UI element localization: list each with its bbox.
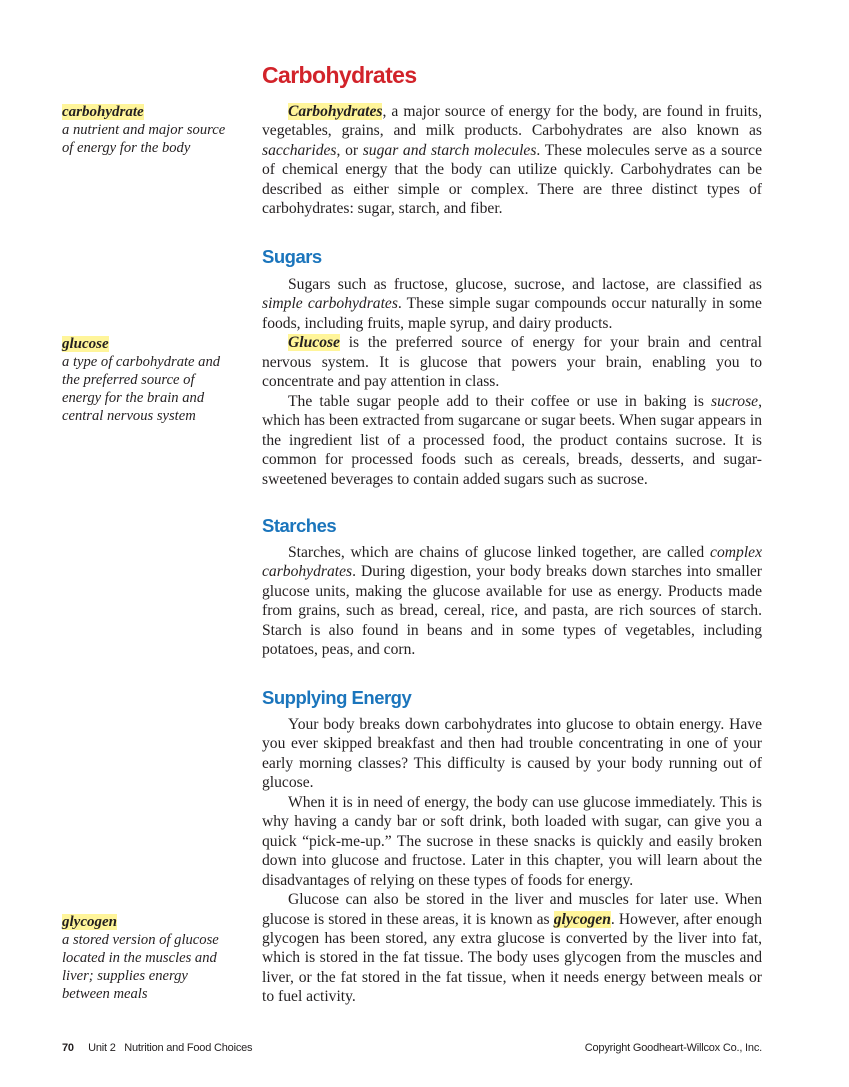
- margin-term-carbohydrate: [62, 103, 237, 157]
- section-sugars: [262, 275, 762, 489]
- section-intro: [262, 102, 762, 219]
- unit-title: Nutrition and Food Choices: [124, 1042, 253, 1054]
- term-definition: a stored version of glucose located in the muscles and liver; supplies energy between meals: [62, 932, 219, 1002]
- text-run: . During digestion, your body breaks down starches into smaller glucose units, making the glucose available for use as energy. Products made from grains, such as bread, cereal, rice, and pasta, are rich sources of starch. Starch is also found in beans and in some types of vegetables, including potatoes, peas, and corn.: [262, 563, 762, 659]
- paragraph: [262, 890, 762, 1007]
- page-title: Carbohydrates: [262, 62, 417, 88]
- italic-text: sucrose: [711, 392, 759, 410]
- text-run: , a major source of energy for the body, are found in fruits, vegetables, grains, and milk products. Carbohydrates are also known as: [262, 103, 762, 140]
- text-run: . However, after enough glycogen has been stored, any extra glucose is converted by the liver into fat, which is stored in the fat tissue. The body uses glycogen from the muscles and liver, or the fat stored in the fat tissue, when it needs energy between meals or to fuel activity.: [262, 910, 762, 1006]
- text-run: . These molecules serve as a source of chemical energy that the body can utilize quickly. Carbohydrates can be described as either simple or complex. There are three distinct types of carbohydrates: sugar, starch, and fiber.: [262, 141, 763, 218]
- page-number: 70: [62, 1042, 74, 1054]
- term-definition: a type of carbohydrate and the preferred source of energy for the brain and central nervous system: [62, 354, 221, 424]
- text-run: is the preferred source of energy for your brain and central nervous system. It is glucose that powers your brain, enabling you to concentrate and pay attention in class.: [262, 334, 762, 391]
- term-word: glycogen: [62, 914, 117, 930]
- text-run: When it is in need of energy, the body can use glucose immediately. This is why having a candy bar or soft drink, both loaded with sugar, can give you a quick “pick-me-up.” The sucrose in these snacks is quickly and easily broken down into glucose and fructose. Later in this chapter, you will learn about the disadvantages of relying on these types of foods for energy.: [262, 793, 762, 889]
- text-run: Glucose can also be stored in the liver and muscles for later use. When glucose is stored in these areas, it is known as: [262, 891, 762, 928]
- paragraph: [262, 392, 762, 489]
- copyright: Copyright Goodheart-Willcox Co., Inc.: [584, 1042, 762, 1054]
- text-run: Starches, which are chains of glucose linked together, are called: [288, 544, 711, 561]
- italic-text: sugar and starch molecules: [362, 141, 537, 159]
- paragraph: [262, 333, 762, 391]
- paragraph: [262, 275, 762, 333]
- unit-label: Unit 2: [88, 1042, 116, 1054]
- italic-text: complex carbohydrates: [262, 544, 762, 581]
- highlighted-term: Glucose: [288, 334, 340, 352]
- section-supplying-energy: [262, 715, 762, 1007]
- text-run: . These simple sugar compounds occur naturally in some foods, including fruits, maple syrup, and dairy products.: [262, 295, 762, 332]
- highlighted-term: Carbohydrates: [288, 103, 383, 120]
- text-run: The table sugar people add to their coffee or use in baking is: [288, 392, 712, 410]
- heading-starches: Starches: [262, 515, 337, 536]
- heading-supplying-energy: Supplying Energy: [262, 687, 412, 708]
- section-starches: [262, 543, 762, 660]
- italic-text: saccharides: [262, 141, 337, 159]
- paragraph: [262, 102, 762, 219]
- heading-sugars: Sugars: [262, 246, 322, 267]
- text-run: , which has been extracted from sugarcane or sugar beets. When sugar appears in the ingredient list of a processed food, the product contains sucrose. It is common for processed foods such as cereals, breads, desserts, and sugar-sweetened beverages to contain added sugars such as sucrose.: [262, 392, 762, 488]
- term-word: glucose: [62, 336, 109, 352]
- margin-term-glucose: [62, 335, 237, 425]
- term-definition: a nutrient and major source of energy for the body: [62, 122, 226, 156]
- paragraph: [262, 793, 762, 890]
- term-word: carbohydrate: [62, 104, 144, 120]
- text-run: Sugars such as fructose, glucose, sucrose, and lactose, are classified as: [288, 276, 762, 293]
- paragraph: [262, 543, 762, 660]
- footer-left: [62, 1042, 252, 1054]
- paragraph: [262, 715, 762, 793]
- margin-term-glycogen: [62, 913, 237, 1003]
- text-run: , or: [336, 141, 363, 159]
- italic-text: simple carbohydrates: [262, 295, 398, 313]
- text-run: Your body breaks down carbohydrates into glucose to obtain energy. Have you ever skipped breakfast and then had trouble concentrating in one of your early morning classes? This difficulty is caused by your body running out of glucose.: [262, 716, 762, 792]
- highlighted-term: glycogen: [553, 910, 611, 928]
